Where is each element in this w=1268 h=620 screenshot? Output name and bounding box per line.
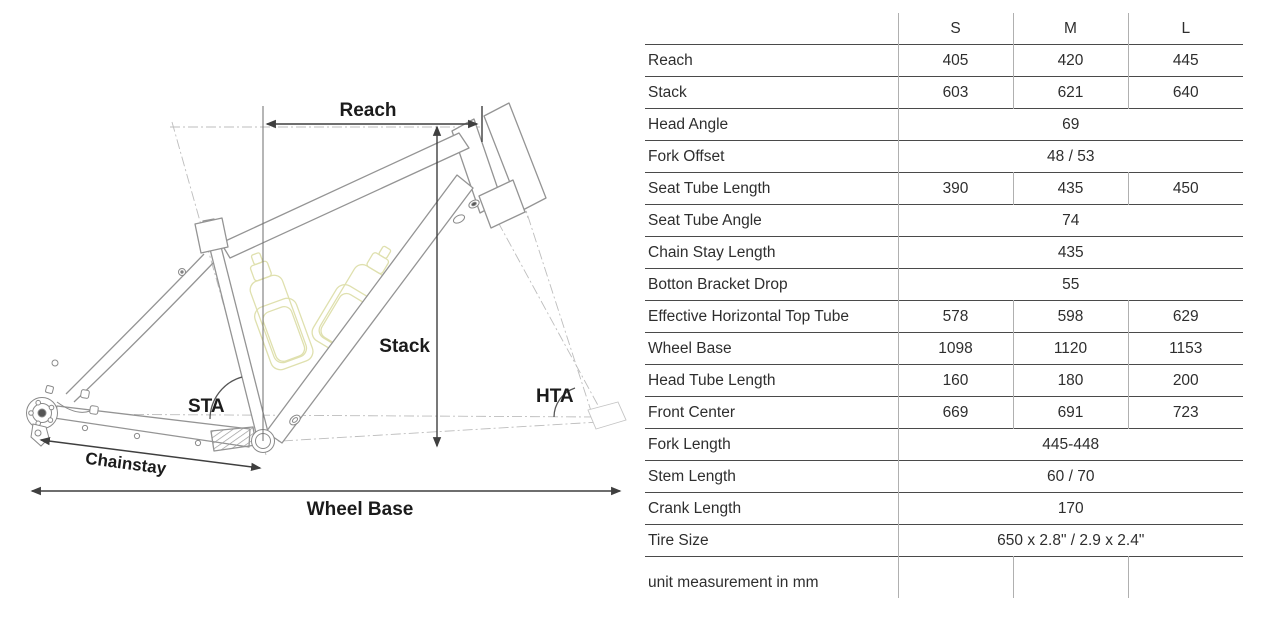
chainstay-boss <box>195 440 200 445</box>
table-row <box>645 269 1243 301</box>
front-dropout-outline <box>588 402 626 429</box>
row-label: Crank Length <box>648 499 742 517</box>
table-row <box>645 237 1243 269</box>
value-s: 405 <box>898 45 1013 77</box>
hta-label: HTA <box>536 386 574 407</box>
hub-bolt <box>48 418 53 423</box>
value-m: 691 <box>1013 397 1128 429</box>
chainstay-boss <box>134 433 139 438</box>
row-label: Chain Stay Length <box>648 243 776 261</box>
table-row <box>645 429 1243 461</box>
seatstay-bolt <box>52 360 58 366</box>
table-row <box>645 301 1243 333</box>
value-s: 603 <box>898 77 1013 109</box>
table-row <box>645 109 1243 141</box>
row-label: Seat Tube Length <box>648 179 771 197</box>
value-l: 1153 <box>1128 333 1243 365</box>
row-label: Fork Length <box>648 435 731 453</box>
geometry-table-container <box>645 0 1268 615</box>
row-label: Fork Offset <box>648 147 725 165</box>
value-all-sizes: 55 <box>898 269 1243 301</box>
stack-label: Stack <box>379 336 430 357</box>
value-all-sizes: 60 / 70 <box>898 461 1243 493</box>
table-row <box>645 461 1243 493</box>
chainstay-boss <box>82 425 87 430</box>
value-s: 390 <box>898 173 1013 205</box>
value-all-sizes: 445-448 <box>898 429 1243 461</box>
seat-clamp-collar <box>195 218 228 253</box>
value-s: 1098 <box>898 333 1013 365</box>
hub-bolt <box>36 400 41 405</box>
seat-stay-inner <box>74 262 214 402</box>
sta-label: STA <box>188 396 225 417</box>
reach-label: Reach <box>339 100 397 121</box>
value-l: 629 <box>1128 301 1243 333</box>
table-row <box>645 45 1243 77</box>
brake-mount-boss <box>89 405 98 414</box>
value-all-sizes: 69 <box>898 109 1243 141</box>
value-m: 180 <box>1013 365 1128 397</box>
row-label: Head Tube Length <box>648 371 776 389</box>
value-l: 723 <box>1128 397 1243 429</box>
table-row <box>645 141 1243 173</box>
chainstay-label: Chainstay <box>84 448 168 479</box>
hanger-hole <box>35 430 41 436</box>
header-spacer <box>645 13 898 45</box>
table-row <box>645 365 1243 397</box>
rear-axle-center <box>38 409 46 417</box>
row-label: Stack <box>648 83 687 101</box>
row-label: Botton Bracket Drop <box>648 275 788 293</box>
row-label: Reach <box>648 51 693 69</box>
footer-spacer <box>898 557 1013 599</box>
size-header-m: M <box>1013 13 1128 45</box>
table-row <box>645 397 1243 429</box>
value-m: 621 <box>1013 77 1128 109</box>
frame-outline <box>54 103 546 451</box>
table-row <box>645 525 1243 557</box>
footer-row <box>645 557 1243 599</box>
geometry-rows <box>645 45 1243 557</box>
table-row <box>645 493 1243 525</box>
seatstay-boss <box>45 385 54 394</box>
front-center-line <box>265 421 616 442</box>
footer-spacer <box>1013 557 1128 599</box>
row-label: Stem Length <box>648 467 736 485</box>
value-all-sizes: 170 <box>898 493 1243 525</box>
value-l: 200 <box>1128 365 1243 397</box>
value-m: 598 <box>1013 301 1128 333</box>
value-all-sizes: 74 <box>898 205 1243 237</box>
value-m: 435 <box>1013 173 1128 205</box>
size-header-s: S <box>898 13 1013 45</box>
seatstay-bolt-center <box>181 271 183 273</box>
value-l: 445 <box>1128 45 1243 77</box>
geometry-table <box>645 13 1243 598</box>
value-m: 1120 <box>1013 333 1128 365</box>
footer-spacer <box>1128 557 1243 599</box>
brake-mount-boss <box>80 389 89 398</box>
hub-bolt <box>29 411 34 416</box>
row-label: Effective Horizontal Top Tube <box>648 307 850 325</box>
wheelbase-label: Wheel Base <box>306 499 414 520</box>
value-s: 578 <box>898 301 1013 333</box>
row-label: Head Angle <box>648 115 729 133</box>
value-s: 669 <box>898 397 1013 429</box>
table-row <box>645 333 1243 365</box>
value-all-sizes: 435 <box>898 237 1243 269</box>
size-header-row <box>645 13 1243 45</box>
table-row <box>645 205 1243 237</box>
hub-bolt <box>49 405 54 410</box>
row-label: Front Center <box>648 403 736 421</box>
row-label: Wheel Base <box>648 339 732 357</box>
value-all-sizes: 650 x 2.8" / 2.9 x 2.4" <box>898 525 1243 557</box>
cable-port <box>452 213 466 225</box>
value-l: 450 <box>1128 173 1243 205</box>
row-label: Tire Size <box>648 531 709 549</box>
unit-note: unit measurement in mm <box>648 573 819 591</box>
value-all-sizes: 48 / 53 <box>898 141 1243 173</box>
value-s: 160 <box>898 365 1013 397</box>
value-l: 640 <box>1128 77 1243 109</box>
size-header-l: L <box>1128 13 1243 45</box>
table-row <box>645 77 1243 109</box>
row-label: Seat Tube Angle <box>648 211 762 229</box>
value-m: 420 <box>1013 45 1128 77</box>
table-row <box>645 173 1243 205</box>
